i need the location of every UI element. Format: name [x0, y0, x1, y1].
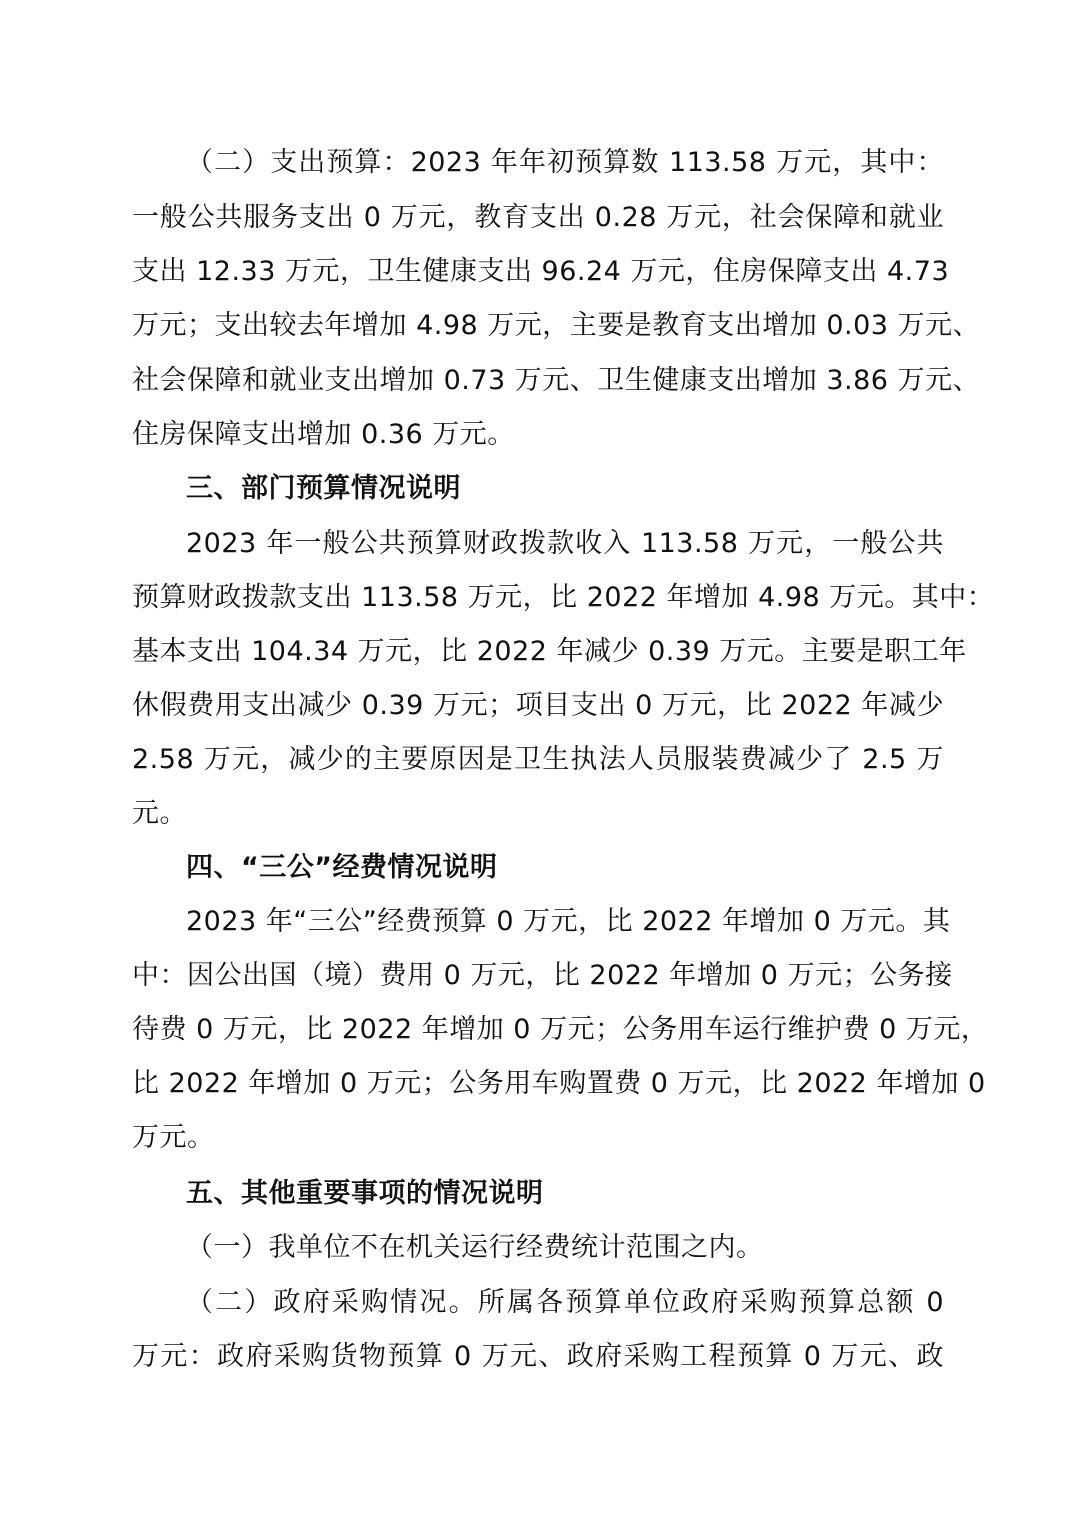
- paragraph-line: 万元：政府采购货物预算 0 万元、政府采购工程预算 0 万元、政: [132, 1341, 944, 1372]
- paragraph-line: 支出 12.33 万元，卫生健康支出 96.24 万元，住房保障支出 4.73: [132, 256, 950, 287]
- paragraph-line: 基本支出 104.34 万元，比 2022 年减少 0.39 万元。主要是职工年: [132, 636, 967, 667]
- paragraph-line: 万元。: [132, 1122, 215, 1153]
- paragraph-line: 2023 年“三公”经费预算 0 万元，比 2022 年增加 0 万元。其: [186, 906, 951, 937]
- paragraph-line: 预算财政拨款支出 113.58 万元，比 2022 年增加 4.98 万元。其中：: [132, 582, 995, 613]
- paragraph-line: （二）支出预算：2023 年年初预算数 113.58 万元，其中：: [186, 147, 944, 178]
- paragraph-line: （一）我单位不在机关运行经费统计范围之内。: [186, 1232, 764, 1263]
- paragraph-line: 一般公共服务支出 0 万元，教育支出 0.28 万元，社会保障和就业: [132, 202, 944, 233]
- paragraph-line: 休假费用支出减少 0.39 万元；项目支出 0 万元，比 2022 年减少: [132, 690, 944, 721]
- paragraph-line: 万元；支出较去年增加 4.98 万元，主要是教育支出增加 0.03 万元、: [132, 310, 981, 341]
- paragraph-line: 社会保障和就业支出增加 0.73 万元、卫生健康支出增加 3.86 万元、: [132, 365, 981, 396]
- section-heading: 五、其他重要事项的情况说明: [186, 1178, 544, 1209]
- paragraph-line: 比 2022 年增加 0 万元；公务用车购置费 0 万元，比 2022 年增加 0: [132, 1068, 986, 1099]
- paragraph-line: 待费 0 万元，比 2022 年增加 0 万元；公务用车运行维护费 0 万元，: [132, 1014, 989, 1045]
- paragraph-line: （二）政府采购情况。所属各预算单位政府采购预算总额 0: [186, 1287, 944, 1318]
- paragraph-line: 中：因公出国（境）费用 0 万元，比 2022 年增加 0 万元；公务接: [132, 960, 953, 991]
- section-heading: 四、“三公”经费情况说明: [186, 852, 498, 883]
- paragraph-line: 2.58 万元，减少的主要原因是卫生执法人员服装费减少了 2.5 万: [132, 744, 944, 775]
- paragraph-line: 元。: [132, 798, 187, 829]
- paragraph-line: 2023 年一般公共预算财政拨款收入 113.58 万元，一般公共: [186, 528, 944, 559]
- section-heading: 三、部门预算情况说明: [186, 473, 461, 504]
- paragraph-line: 住房保障支出增加 0.36 万元。: [132, 419, 515, 450]
